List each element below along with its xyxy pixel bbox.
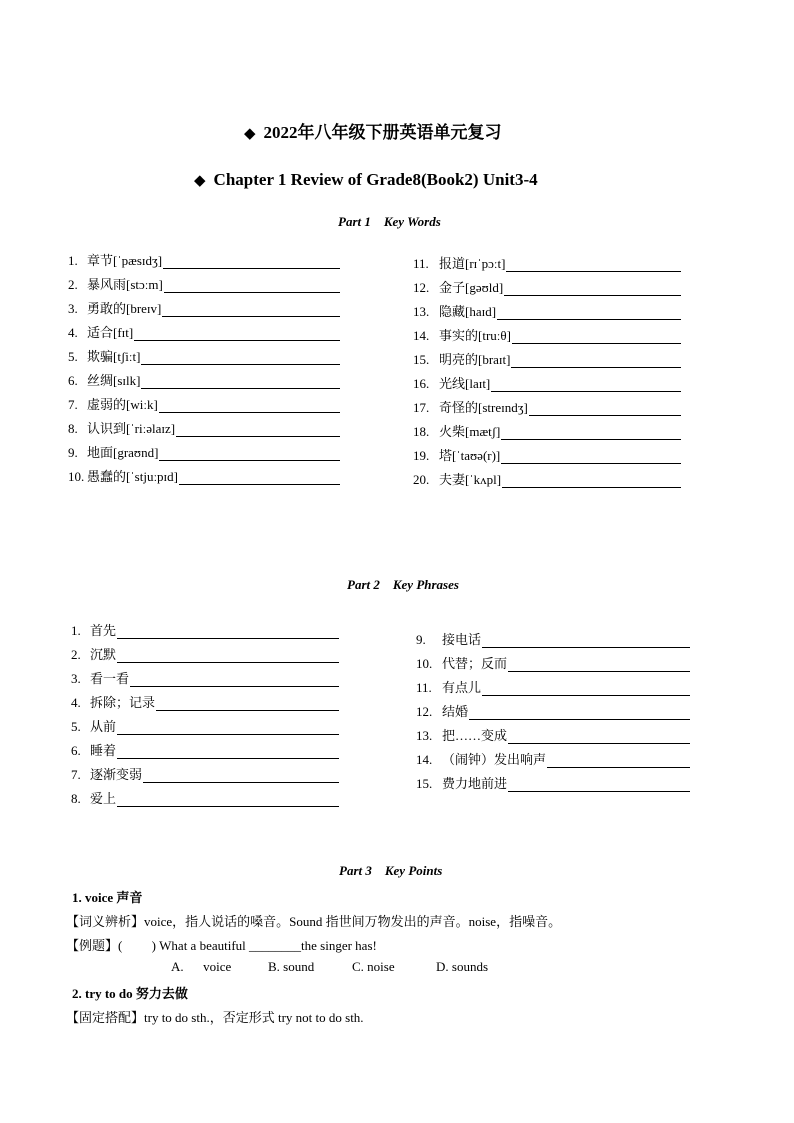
item-number: 16. [413, 376, 430, 391]
item-number: 4. [68, 325, 78, 340]
item-number: 11. [416, 680, 432, 695]
item-number: 4. [71, 695, 81, 710]
answer-blank[interactable] [512, 330, 681, 344]
answer-blank[interactable] [163, 255, 340, 269]
answer-blank[interactable] [141, 375, 340, 389]
list-item [413, 277, 681, 296]
item-number: 18. [413, 424, 430, 439]
item-label: 事实的[truːθ] [439, 328, 511, 343]
item-number: 13. [416, 728, 433, 743]
list-item [413, 445, 681, 464]
answer-blank[interactable] [141, 351, 340, 365]
item-label: 从前 [90, 719, 117, 734]
item-number: 7. [71, 767, 81, 782]
item-label: 适合[fɪt] [87, 325, 134, 340]
point1-explanation: 【词义辨析】voice，指人说话的嗓音。Sound 指世间万物发出的声音。noise，指噪音。 [66, 914, 562, 929]
item-label: 奇怪的[streɪndʒ] [439, 400, 528, 415]
item-label: 愚蠢的[ˈstjuːpɪd] [87, 469, 178, 484]
answer-blank[interactable] [482, 682, 690, 696]
item-number: 1. [71, 623, 81, 638]
answer-blank[interactable] [164, 279, 340, 293]
item-label: 欺骗[tʃiːt] [87, 349, 141, 364]
item-number: 9. [416, 632, 426, 647]
item-number: 14. [413, 328, 430, 343]
answer-blank[interactable] [130, 673, 339, 687]
list-item [71, 692, 339, 711]
list-item [413, 421, 681, 440]
item-number: 15. [416, 776, 433, 791]
item-label: 夫妻[ˈkʌpl] [439, 472, 502, 487]
list-item [416, 677, 690, 696]
answer-blank[interactable] [529, 402, 681, 416]
item-label: 火柴[mætʃ] [439, 424, 501, 439]
answer-blank[interactable] [508, 730, 690, 744]
item-label: 拆除；记录 [90, 695, 156, 710]
answer-blank[interactable] [117, 721, 339, 735]
option-b: B. sound [268, 959, 315, 974]
part2-heading: Part 2 Key Phrases [347, 577, 459, 592]
item-number: 5. [71, 719, 81, 734]
point2-collocation: 【固定搭配】try to do sth.，否定形式 try not to do sth. [66, 1010, 364, 1025]
item-number: 6. [71, 743, 81, 758]
answer-blank[interactable] [469, 706, 690, 720]
option-c: C. noise [352, 959, 395, 974]
list-item [68, 322, 340, 341]
item-label: 有点儿 [442, 680, 482, 695]
list-item [413, 373, 681, 392]
item-number: 15. [413, 352, 430, 367]
item-number: 3. [68, 301, 78, 316]
answer-blank[interactable] [179, 471, 340, 485]
item-label: 沉默 [90, 647, 117, 662]
point2-heading: 2. try to do 努力去做 [72, 986, 188, 1001]
answer-blank[interactable] [511, 354, 681, 368]
item-label: 暴风雨[stɔːm] [87, 277, 163, 292]
item-number: 17. [413, 400, 430, 415]
answer-blank[interactable] [501, 426, 681, 440]
list-item [71, 740, 339, 759]
item-label: 逐渐变弱 [90, 767, 143, 782]
answer-blank[interactable] [134, 327, 340, 341]
item-label: 虚弱的[wiːk] [87, 397, 158, 412]
item-label: （闹钟）发出响声 [442, 752, 547, 767]
list-item [68, 442, 340, 461]
item-number: 10. [68, 469, 85, 484]
item-number: 1. [68, 253, 78, 268]
list-item [416, 725, 690, 744]
part3-heading: Part 3 Key Points [339, 863, 443, 878]
list-item [71, 668, 339, 687]
item-label: 地面[graʊnd] [87, 445, 159, 460]
answer-blank[interactable] [497, 306, 681, 320]
item-number: 12. [413, 280, 430, 295]
answer-blank[interactable] [162, 303, 340, 317]
list-item [71, 620, 339, 639]
item-label: 光线[laɪt] [439, 376, 491, 391]
item-number: 11. [413, 256, 429, 271]
answer-blank[interactable] [501, 450, 681, 464]
answer-blank[interactable] [482, 634, 690, 648]
item-label: 隐藏[haɪd] [439, 304, 497, 319]
item-label: 费力地前进 [442, 776, 508, 791]
list-item [416, 701, 690, 720]
answer-blank[interactable] [504, 282, 681, 296]
item-label: 看一看 [90, 671, 130, 686]
answer-blank[interactable] [491, 378, 681, 392]
list-item [416, 773, 690, 792]
item-label: 明亮的[braɪt] [439, 352, 511, 367]
option-a: A. voice [171, 959, 232, 974]
answer-blank[interactable] [117, 649, 339, 663]
item-label: 报道[rɪˈpɔːt] [439, 256, 506, 271]
answer-blank[interactable] [176, 423, 340, 437]
list-item [71, 644, 339, 663]
answer-blank[interactable] [506, 258, 681, 272]
list-item [68, 250, 340, 269]
item-label: 接电话 [442, 632, 482, 647]
item-label: 认识到[ˈriːəlaɪz] [87, 421, 176, 436]
list-item [413, 325, 681, 344]
item-number: 19. [413, 448, 430, 463]
item-label: 首先 [90, 623, 117, 638]
item-number: 2. [68, 277, 78, 292]
answer-blank[interactable] [159, 447, 340, 461]
item-number: 2. [71, 647, 81, 662]
item-number: 10. [416, 656, 433, 671]
item-label: 金子[gəʊld] [439, 280, 504, 295]
list-item [413, 301, 681, 320]
item-label: 勇敢的[breɪv] [87, 301, 162, 316]
list-item [68, 298, 340, 317]
list-item [416, 629, 690, 648]
list-item [68, 466, 340, 485]
list-item [68, 394, 340, 413]
item-number: 13. [413, 304, 430, 319]
item-label: 章节[ˈpæsɪdʒ] [87, 253, 163, 268]
list-item [68, 370, 340, 389]
item-label: 丝绸[sɪlk] [87, 373, 141, 388]
diamond-bullet-icon: ◆ [194, 173, 206, 189]
part1-heading: Part 1 Key Words [338, 214, 441, 229]
item-number: 20. [413, 472, 430, 487]
item-label: 代替；反而 [442, 656, 508, 671]
answer-blank[interactable] [547, 754, 690, 768]
item-label: 把……变成 [442, 728, 508, 743]
point1-example: 【例题】( ) What a beautiful ________the singer has! [66, 938, 377, 953]
answer-blank[interactable] [117, 625, 339, 639]
list-item [416, 749, 690, 768]
list-item [71, 788, 339, 807]
item-number: 7. [68, 397, 78, 412]
item-number: 6. [68, 373, 78, 388]
list-item [71, 716, 339, 735]
list-item [413, 469, 681, 488]
answer-blank[interactable] [117, 745, 339, 759]
page-title: ◆ 2022年八年级下册英语单元复习 [244, 123, 502, 142]
item-number: 12. [416, 704, 433, 719]
page-subtitle: ◆ Chapter 1 Review of Grade8(Book2) Unit3-4 [194, 170, 538, 189]
item-number: 9. [68, 445, 78, 460]
list-item [68, 346, 340, 365]
list-item [416, 653, 690, 672]
answer-blank[interactable] [143, 769, 339, 783]
item-label: 塔[ˈtaʊə(r)] [439, 448, 501, 463]
item-number: 14. [416, 752, 433, 767]
item-number: 3. [71, 671, 81, 686]
answer-blank[interactable] [508, 658, 690, 672]
list-item [68, 274, 340, 293]
item-label: 爱上 [90, 791, 117, 806]
item-number: 8. [68, 421, 78, 436]
answer-blank[interactable] [508, 778, 690, 792]
list-item [413, 253, 681, 272]
item-label: 结婚 [442, 704, 469, 719]
answer-blank[interactable] [159, 399, 340, 413]
list-item [68, 418, 340, 437]
answer-blank[interactable] [117, 793, 339, 807]
point1-options [171, 959, 488, 975]
item-number: 5. [68, 349, 78, 364]
item-label: 睡着 [90, 743, 117, 758]
option-d: D. sounds [436, 959, 489, 974]
point1-heading: 1. voice 声音 [72, 890, 143, 905]
item-number: 8. [71, 791, 81, 806]
list-item [71, 764, 339, 783]
list-item [413, 397, 681, 416]
answer-blank[interactable] [156, 697, 339, 711]
list-item [413, 349, 681, 368]
diamond-bullet-icon: ◆ [244, 126, 256, 142]
answer-blank[interactable] [502, 474, 681, 488]
